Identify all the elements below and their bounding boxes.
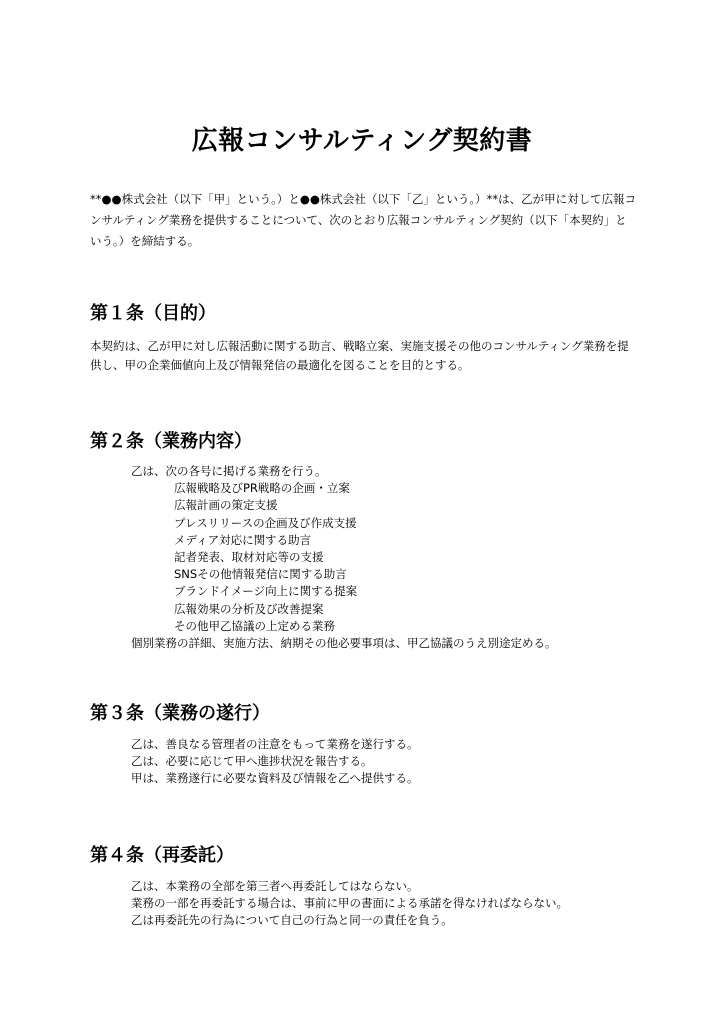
intro-paragraph: **●●株式会社（以下「甲」という。）と●●株式会社（以下「乙」という。）**は、乙が甲に対して広報コンサルティング業務を提供することについて、次のとおり広報コンサルティング契約（以下「本契約」という。）を締結する。 bbox=[90, 192, 637, 248]
list-item: 広報戦略及びPR戦略の企画・立案 bbox=[174, 481, 350, 496]
article-3-heading: 第３条（業務の遂行） bbox=[90, 703, 270, 724]
article-4-list bbox=[131, 878, 671, 930]
document-title: 広報コンサルティング契約書 bbox=[191, 126, 533, 156]
list-item: 甲は、業務遂行に必要な資料及び情報を乙へ提供する。 bbox=[131, 771, 419, 786]
article-1-heading: 第１条（目的） bbox=[90, 303, 216, 324]
article-2-list bbox=[131, 463, 671, 652]
article-2-heading: 第２条（業務内容） bbox=[90, 431, 252, 452]
list-item: 広報計画の策定支援 bbox=[174, 498, 278, 513]
list-item: 乙は再委託先の行為について自己の行為と同一の責任を負う。 bbox=[131, 913, 453, 928]
list-item: 記者発表、取材対応等の支援 bbox=[174, 550, 324, 565]
article-1-body: 本契約は、乙が甲に対し広報活動に関する助言、戦略立案、実施支援その他のコンサルティング業務を提供し、甲の企業価値向上及び情報発信の最適化を図ることを目的とする。 bbox=[90, 339, 629, 372]
article-2-items bbox=[131, 480, 671, 635]
list-item: ブランドイメージ向上に関する提案 bbox=[174, 584, 358, 599]
list-item: 乙は、善良なる管理者の注意をもって業務を遂行する。 bbox=[131, 737, 419, 751]
list-item: その他甲乙協議の上定める業務 bbox=[174, 618, 335, 633]
article-2-lead: 乙は、次の各号に掲げる業務を行う。 bbox=[131, 464, 327, 478]
list-item: プレスリリースの企画及び作成支援 bbox=[174, 515, 357, 530]
list-item: メディア対応に関する助言 bbox=[174, 532, 312, 547]
article-2-tail: 個別業務の詳細、実施方法、納期その他必要事項は、甲乙協議のうえ別途定める。 bbox=[131, 636, 557, 651]
list-item: 業務の一部を再委託する場合は、事前に甲の書面による承諾を得なければならない。 bbox=[131, 896, 568, 911]
list-item: SNSその他情報発信に関する助言 bbox=[174, 567, 347, 582]
list-item: 乙は、本業務の全部を第三者へ再委託してはならない。 bbox=[131, 879, 419, 893]
list-item: 乙は、必要に応じて甲へ進捗状況を報告する。 bbox=[131, 754, 373, 769]
article-3-list bbox=[131, 736, 671, 788]
article-2-sub-list bbox=[131, 480, 671, 635]
list-item: 広報効果の分析及び改善提案 bbox=[174, 601, 324, 616]
article-4-heading: 第４条（再委託） bbox=[90, 845, 234, 866]
